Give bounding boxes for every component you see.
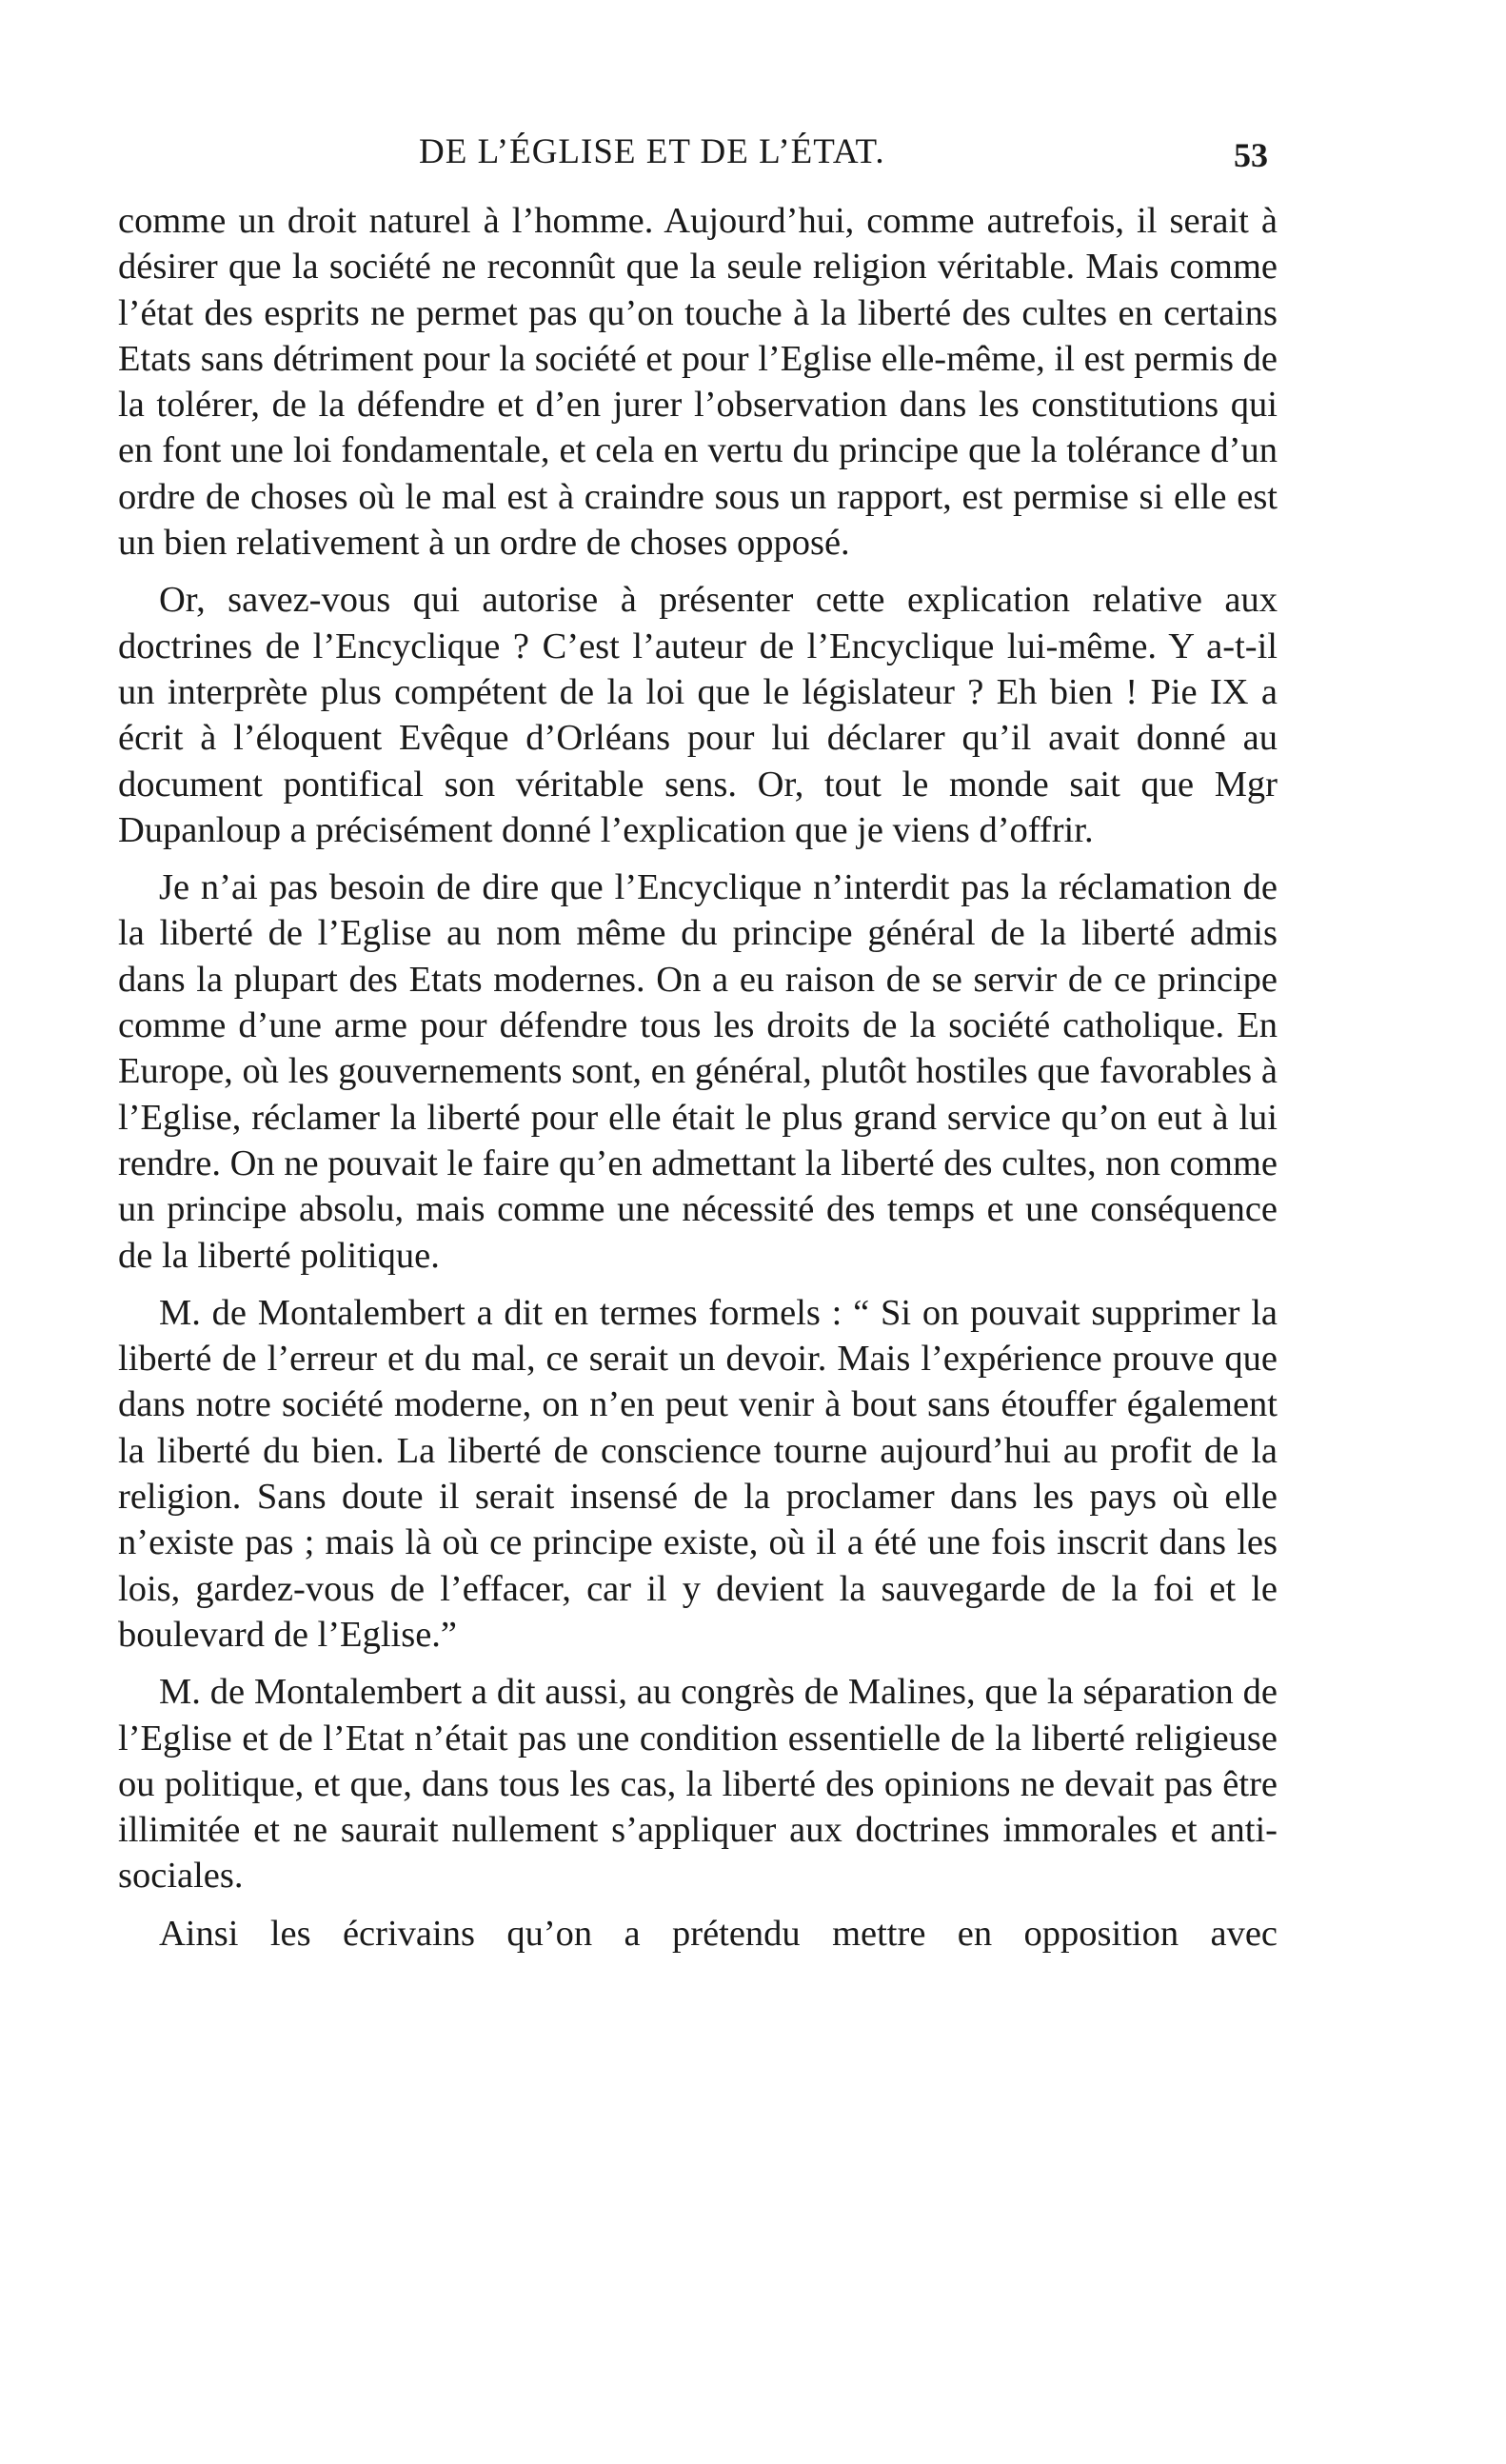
- paragraph: M. de Montalembert a dit aussi, au congrès de Malines, que la séparation de l’Eglise et de l’Etat n’était pas une condition essentielle de la liberté religieuse ou politique, et que, dans tous les cas, la liberté des opinions ne devait pas être illimitée et ne saurait nullement s’appliquer aux doctrines immorales et anti-sociales.: [118, 1672, 1278, 1897]
- paragraph-continues: Ainsi les écrivains qu’on a prétendu mettre en opposition avec: [159, 1913, 1278, 1954]
- page-number: 53: [1234, 136, 1268, 174]
- paragraph: Je n’ai pas besoin de dire que l’Encyclique n’interdit pas la réclamation de la liberté de l’Eglise au nom même du principe général de la liberté admis dans la plupart des Etats modernes. On a eu raison de se servir de ce principe comme d’une arme pour défendre tous les droits de la société catholique. En Europe, où les gouvernements sont, en général, plutôt hostiles que favorables à l’Eglise, réclamer la liberté pour elle était le plus grand service qu’on eut à lui rendre. On ne pouvait le faire qu’en admettant la liberté des cultes, non comme un principe absolu, mais comme une nécessité des temps et une conséquence de la liberté politique.: [118, 867, 1278, 1276]
- paragraph-continued: comme un droit naturel à l’homme. Aujourd’hui, comme autrefois, il serait à désirer que la société ne reconnût que la seule religion véritable. Mais comme l’état des esprits ne permet pas qu’on touche à la liberté des cultes en certains Etats sans détriment pour la société et pour l’Eglise elle-même, il est permis de la tolérer, de la défendre et d’en jurer l’observation dans les constitutions qui en font une loi fondamentale, et cela en vertu du principe que la tolérance d’un ordre de choses où le mal est à craindre sous un rapport, est permise si elle est un bien relativement à un ordre de choses opposé.: [118, 201, 1278, 564]
- body-text: [118, 198, 1278, 1968]
- paragraph: M. de Montalembert a dit en termes formels : “ Si on pouvait supprimer la liberté de l’erreur et du mal, ce serait un devoir. Mais l’expérience prouve que dans notre société moderne, on n’en peut venir à bout sans étouffer également la liberté du bien. La liberté de conscience tourne aujourd’hui au profit de la religion. Sans doute il serait insensé de la proclamer dans les pays où elle n’existe pas ; mais là où ce principe existe, où il a été une fois inscrit dans les lois, gardez-vous de l’effacer, car il y devient la sauvegarde de la foi et le boulevard de l’Eglise.”: [118, 1292, 1278, 1655]
- paragraph: Or, savez-vous qui autorise à présenter cette explication relative aux doctrines de l’Encyclique ? C’est l’auteur de l’Encyclique lui-même. Y a-t-il un interprète plus compétent de la loi que le législateur ? Eh bien ! Pie IX a écrit à l’éloquent Evêque d’Orléans pour lui déclarer qu’il avait donné au document pontifical son véritable sens. Or, tout le monde sait que Mgr Dupanloup a précisément donné l’explication que je viens d’offrir.: [118, 580, 1278, 850]
- running-head: DE L’ÉGLISE ET DE L’ÉTAT.: [419, 132, 885, 171]
